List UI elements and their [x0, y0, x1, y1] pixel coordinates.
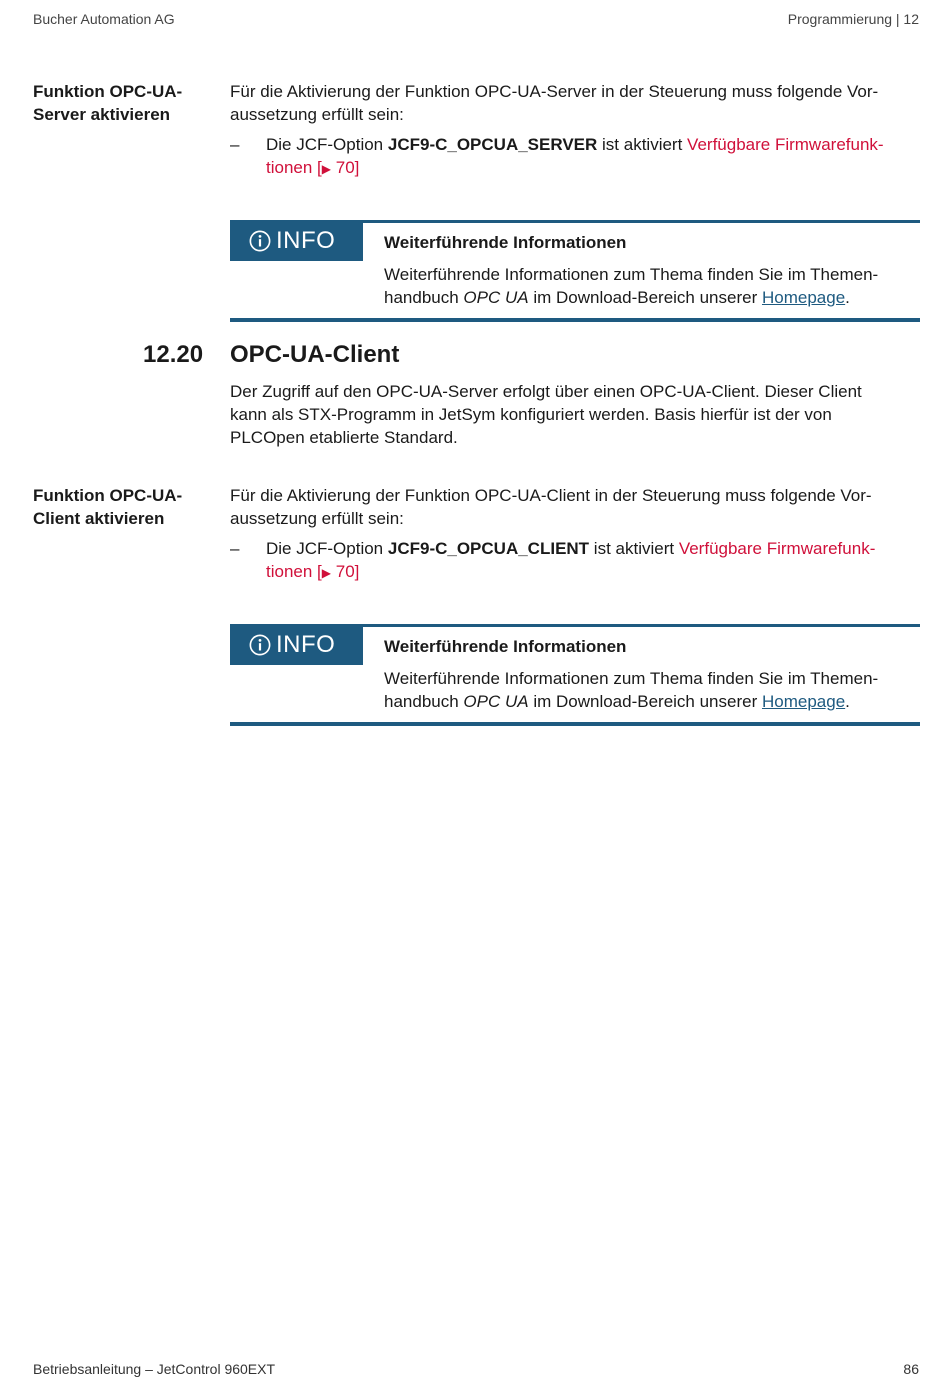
- header-company: Bucher Automation AG: [33, 11, 175, 27]
- footer-manual-title: Betriebsanleitung – JetControl 960EXT: [33, 1361, 276, 1377]
- bullet-dash: –: [230, 135, 240, 154]
- info-circle-icon: [249, 634, 271, 656]
- info-title: Weiterführende Informationen: [384, 233, 627, 252]
- header-chapter: Programmierung | 12: [787, 11, 919, 27]
- triangle-right-icon: ▶: [321, 566, 331, 580]
- section-number: 12.20: [143, 341, 204, 368]
- server-side-heading: Funktion OPC-UA- Server aktivieren: [33, 82, 183, 124]
- section-title: OPC-UA-Client: [230, 341, 400, 368]
- section-paragraph: Der Zugriff auf den OPC-UA-Server erfolgt über einen OPC-UA-Client. Dieser Client kann als STX-Programm in JetSym konfiguriert werden. Basis hierfür ist der von PLCOpen etablierte Standard.: [230, 382, 862, 447]
- page-number: 86: [903, 1361, 919, 1377]
- bullet-dash: –: [230, 539, 240, 558]
- triangle-right-icon: ▶: [321, 162, 331, 176]
- info-badge: INFO: [230, 220, 363, 261]
- server-paragraph: Für die Aktivierung der Funktion OPC-UA-Server in der Steuerung muss folgende Vor- aussetzung erfüllt sein:: [230, 82, 879, 124]
- option-name: JCF9-C_OPCUA_SERVER: [387, 135, 598, 154]
- homepage-link[interactable]: Homepage: [761, 288, 846, 307]
- client-paragraph: Für die Aktivierung der Funktion OPC-UA-Client in der Steuerung muss folgende Vor- aussetzung erfüllt sein:: [230, 486, 872, 528]
- info-text: Weiterführende Informationen zum Thema finden Sie im Themen- handbuch OPC UA im Download-Bereich unserer Homepage.: [384, 669, 879, 711]
- info-box: [230, 624, 920, 727]
- firmware-link[interactable]: Verfügbare Firmwarefunk- tionen [▶ 70]: [266, 135, 884, 177]
- client-side-heading: Funktion OPC-UA- Client aktivieren: [33, 486, 183, 528]
- homepage-link[interactable]: Homepage: [761, 692, 846, 711]
- info-title: Weiterführende Informationen: [384, 637, 627, 656]
- info-badge: INFO: [230, 624, 363, 665]
- info-circle-icon: [249, 230, 271, 252]
- info-text: Weiterführende Informationen zum Thema finden Sie im Themen- handbuch OPC UA im Download-Bereich unserer Homepage.: [384, 265, 879, 307]
- info-box: [230, 220, 920, 323]
- firmware-link[interactable]: Verfügbare Firmwarefunk- tionen [▶ 70]: [266, 539, 876, 581]
- option-name: JCF9-C_OPCUA_CLIENT: [387, 539, 590, 558]
